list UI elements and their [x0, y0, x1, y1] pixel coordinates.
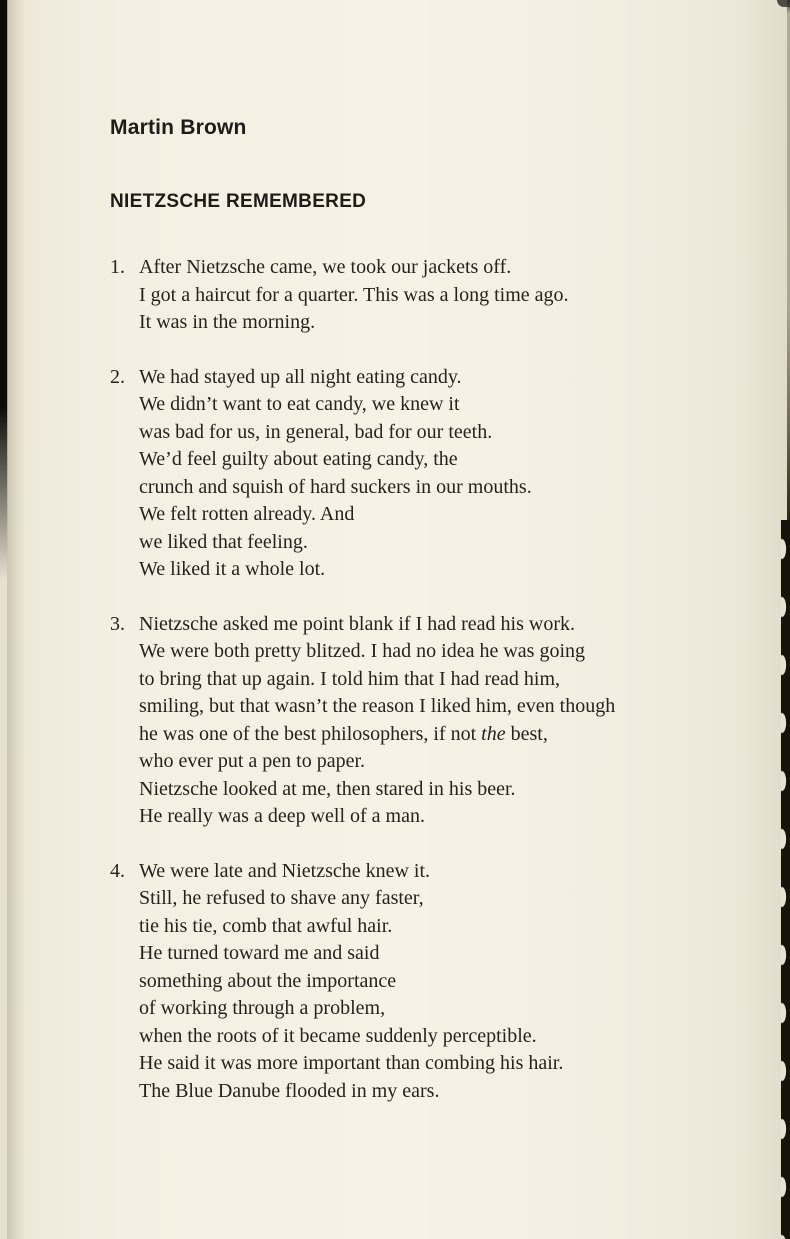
- poem-line: After Nietzsche came, we took our jackets off.: [139, 256, 512, 278]
- poem-line: He turned toward me and said: [139, 942, 380, 964]
- poem-line: smiling, but that wasn’t the reason I liked him, even though: [139, 695, 616, 717]
- poem-line: We didn’t want to eat candy, we knew it: [139, 393, 460, 415]
- poem-line: We liked it a whole lot.: [139, 558, 326, 580]
- poem-line: Still, he refused to shave any faster,: [139, 887, 424, 909]
- poem-line: He said it was more important than combing his hair.: [139, 1052, 564, 1074]
- poem-line: to bring that up again. I told him that I had read him,: [139, 667, 561, 690]
- poem-stanza: [110, 364, 740, 584]
- poem-body: [110, 254, 740, 1105]
- poem-line: It was in the morning.: [139, 311, 316, 333]
- poem-line: of working through a problem,: [139, 997, 386, 1019]
- page-content: [110, 116, 740, 1105]
- poem-stanza: [110, 254, 740, 337]
- poem-line: The Blue Danube flooded in my ears.: [139, 1079, 440, 1102]
- poem-line: we liked that feeling.: [139, 530, 308, 553]
- stanza-number: 2.: [110, 365, 125, 388]
- poem-line: something about the importance: [139, 969, 397, 992]
- poem-line: We’d feel guilty about eating candy, the: [139, 448, 458, 470]
- page-corner-mark: [777, 0, 790, 7]
- poem-line: was bad for us, in general, bad for our teeth.: [139, 420, 493, 443]
- poem-stanza: [110, 611, 740, 831]
- poem-line: tie his tie, comb that awful hair.: [139, 914, 393, 937]
- poem-line: crunch and squish of hard suckers in our mouths.: [139, 475, 532, 498]
- stacked-page-edges: [781, 520, 790, 1239]
- stanza-lines: [139, 858, 740, 1106]
- poem-line: We were both pretty blitzed. I had no idea he was going: [139, 640, 586, 662]
- poem-line: We had stayed up all night eating candy.: [139, 365, 462, 388]
- poem-stanza: [110, 858, 740, 1106]
- poem-line: who ever put a pen to paper.: [139, 750, 366, 772]
- poem-line: when the roots of it became suddenly perceptible.: [139, 1024, 537, 1047]
- poem-line: Nietzsche looked at me, then stared in his beer.: [139, 777, 516, 800]
- poem-line: Nietzsche asked me point blank if I had read his work.: [139, 612, 575, 635]
- stanza-lines: [139, 611, 740, 831]
- poem-line: We felt rotten already. And: [139, 503, 355, 525]
- poem-title: NIETZSCHE REMEMBERED: [110, 191, 367, 212]
- poem-line: We were late and Nietzsche knew it.: [139, 859, 431, 882]
- poem-line: I got a haircut for a quarter. This was a long time ago.: [139, 283, 569, 306]
- poem-line: he was one of the best philosophers, if not the best,: [139, 722, 548, 745]
- stanza-number: 3.: [110, 612, 125, 635]
- author-name: Martin Brown: [110, 116, 247, 139]
- poem-line: He really was a deep well of a man.: [139, 805, 425, 827]
- stanza-number: 4.: [110, 859, 125, 882]
- stanza-lines: [139, 364, 740, 584]
- stanza-lines: [139, 254, 740, 337]
- stanza-number: 1.: [110, 256, 125, 278]
- page-gutter-shadow: [7, 0, 25, 1239]
